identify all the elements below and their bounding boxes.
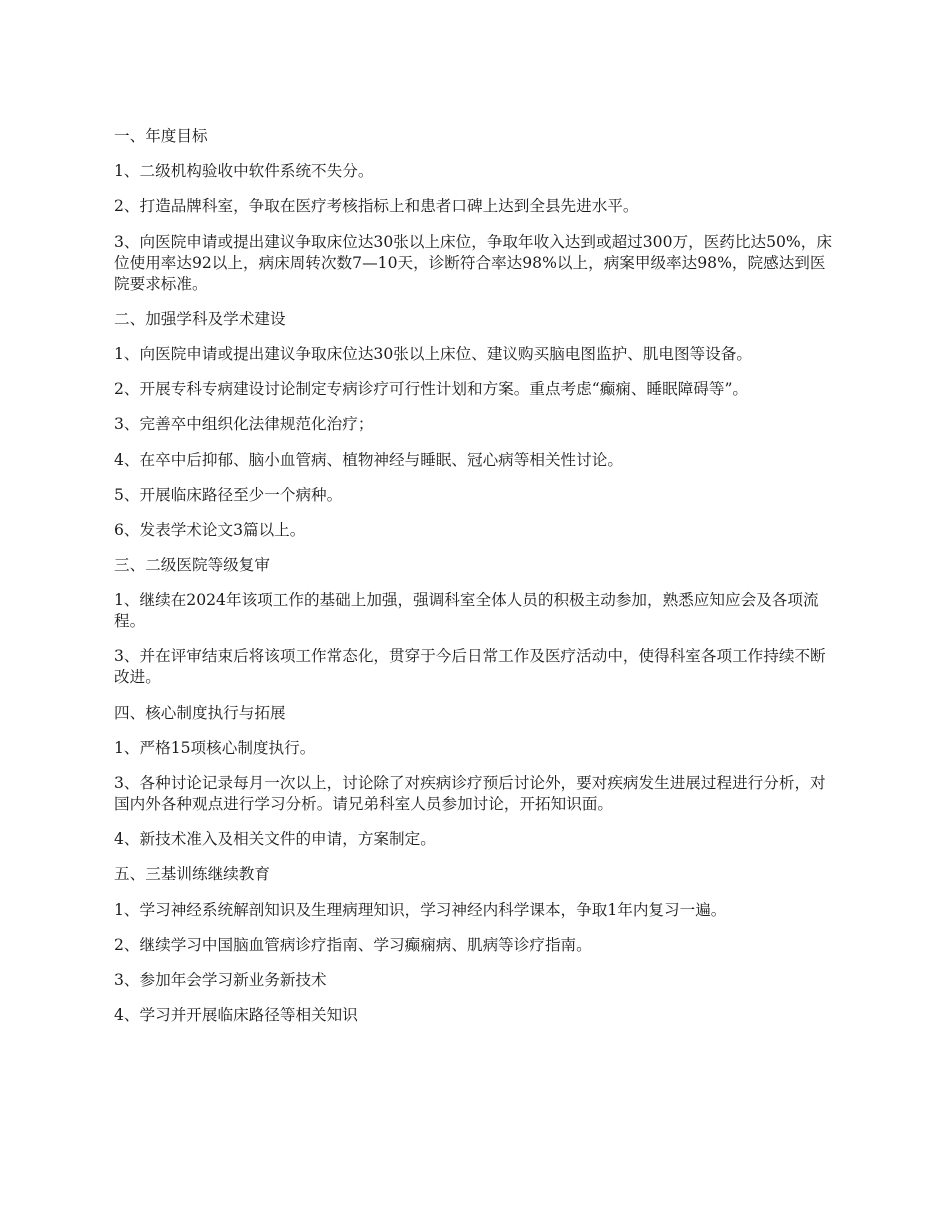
- paragraph: 1、学习神经系统解剖知识及生理病理知识，学习神经内科学课本，争取1年内复习一遍。: [114, 900, 727, 919]
- paragraph: 3、并在评审结束后将该项工作常态化，贯穿于今后日常工作及医疗活动中，使得科室各项工作持续不断改进。: [114, 647, 826, 687]
- paragraph: 1、二级机构验收中软件系统不失分。: [114, 162, 374, 181]
- paragraph: 3、各种讨论记录每月一次以上，讨论除了对疾病诊疗预后讨论外，要对疾病发生进展过程进行分析，对国内外各种观点进行学习分析。请兄弟科室人员参加讨论，开拓知识面。: [114, 774, 826, 813]
- paragraph: 5、开展临床路径至少一个病种。: [114, 485, 343, 504]
- section-heading-core-systems: 四、核心制度执行与拓展: [114, 703, 286, 722]
- paragraph: 1、严格15项核心制度执行。: [114, 738, 316, 757]
- document-body: [114, 126, 836, 1040]
- paragraph: 3、参加年会学习新业务新技术: [114, 970, 327, 989]
- paragraph: 3、完善卒中组织化法律规范化治疗；: [114, 415, 374, 434]
- section-heading-annual-goals: 一、年度目标: [114, 127, 208, 145]
- paragraph: 2、打造品牌科室，争取在医疗考核指标上和患者口碑上达到全县先进水平。: [114, 197, 639, 216]
- paragraph: 1、向医院申请或提出建议争取床位达30张以上床位、建议购买脑电图监护、肌电图等设备。: [114, 344, 752, 363]
- paragraph: 2、继续学习中国脑血管病诊疗指南、学习癫痫病、肌病等诊疗指南。: [114, 935, 592, 954]
- paragraph: 4、学习并开展临床路径等相关知识: [114, 1006, 358, 1025]
- section-heading-training: 五、三基训练继续教育: [114, 865, 270, 884]
- paragraph: 4、新技术准入及相关文件的申请，方案制定。: [114, 830, 436, 849]
- paragraph: 1、继续在2024年该项工作的基础上加强，强调科室全体人员的积极主动参加，熟悉应知应会及各项流程。: [114, 591, 819, 631]
- paragraph: 2、开展专科专病建设讨论制定专病诊疗可行性计划和方案。重点考虑“癫痫、睡眠障碍等”。: [114, 380, 749, 399]
- paragraph: 6、发表学术论文3篇以上。: [114, 520, 306, 539]
- section-heading-discipline-building: 二、加强学科及学术建设: [114, 309, 286, 328]
- paragraph: 4、在卒中后抑郁、脑小血管病、植物神经与睡眠、冠心病等相关性讨论。: [114, 450, 623, 469]
- paragraph: 3、向医院申请或提出建议争取床位达30张以上床位，争取年收入达到或超过300万，医药比达50%，床位使用率达92以上，病床周转次数7—10天，诊断符合率达98%以上，病案甲级率达98%，院感达到医院要求标准。: [114, 232, 832, 293]
- section-heading-hospital-review: 三、二级医院等级复审: [114, 556, 270, 575]
